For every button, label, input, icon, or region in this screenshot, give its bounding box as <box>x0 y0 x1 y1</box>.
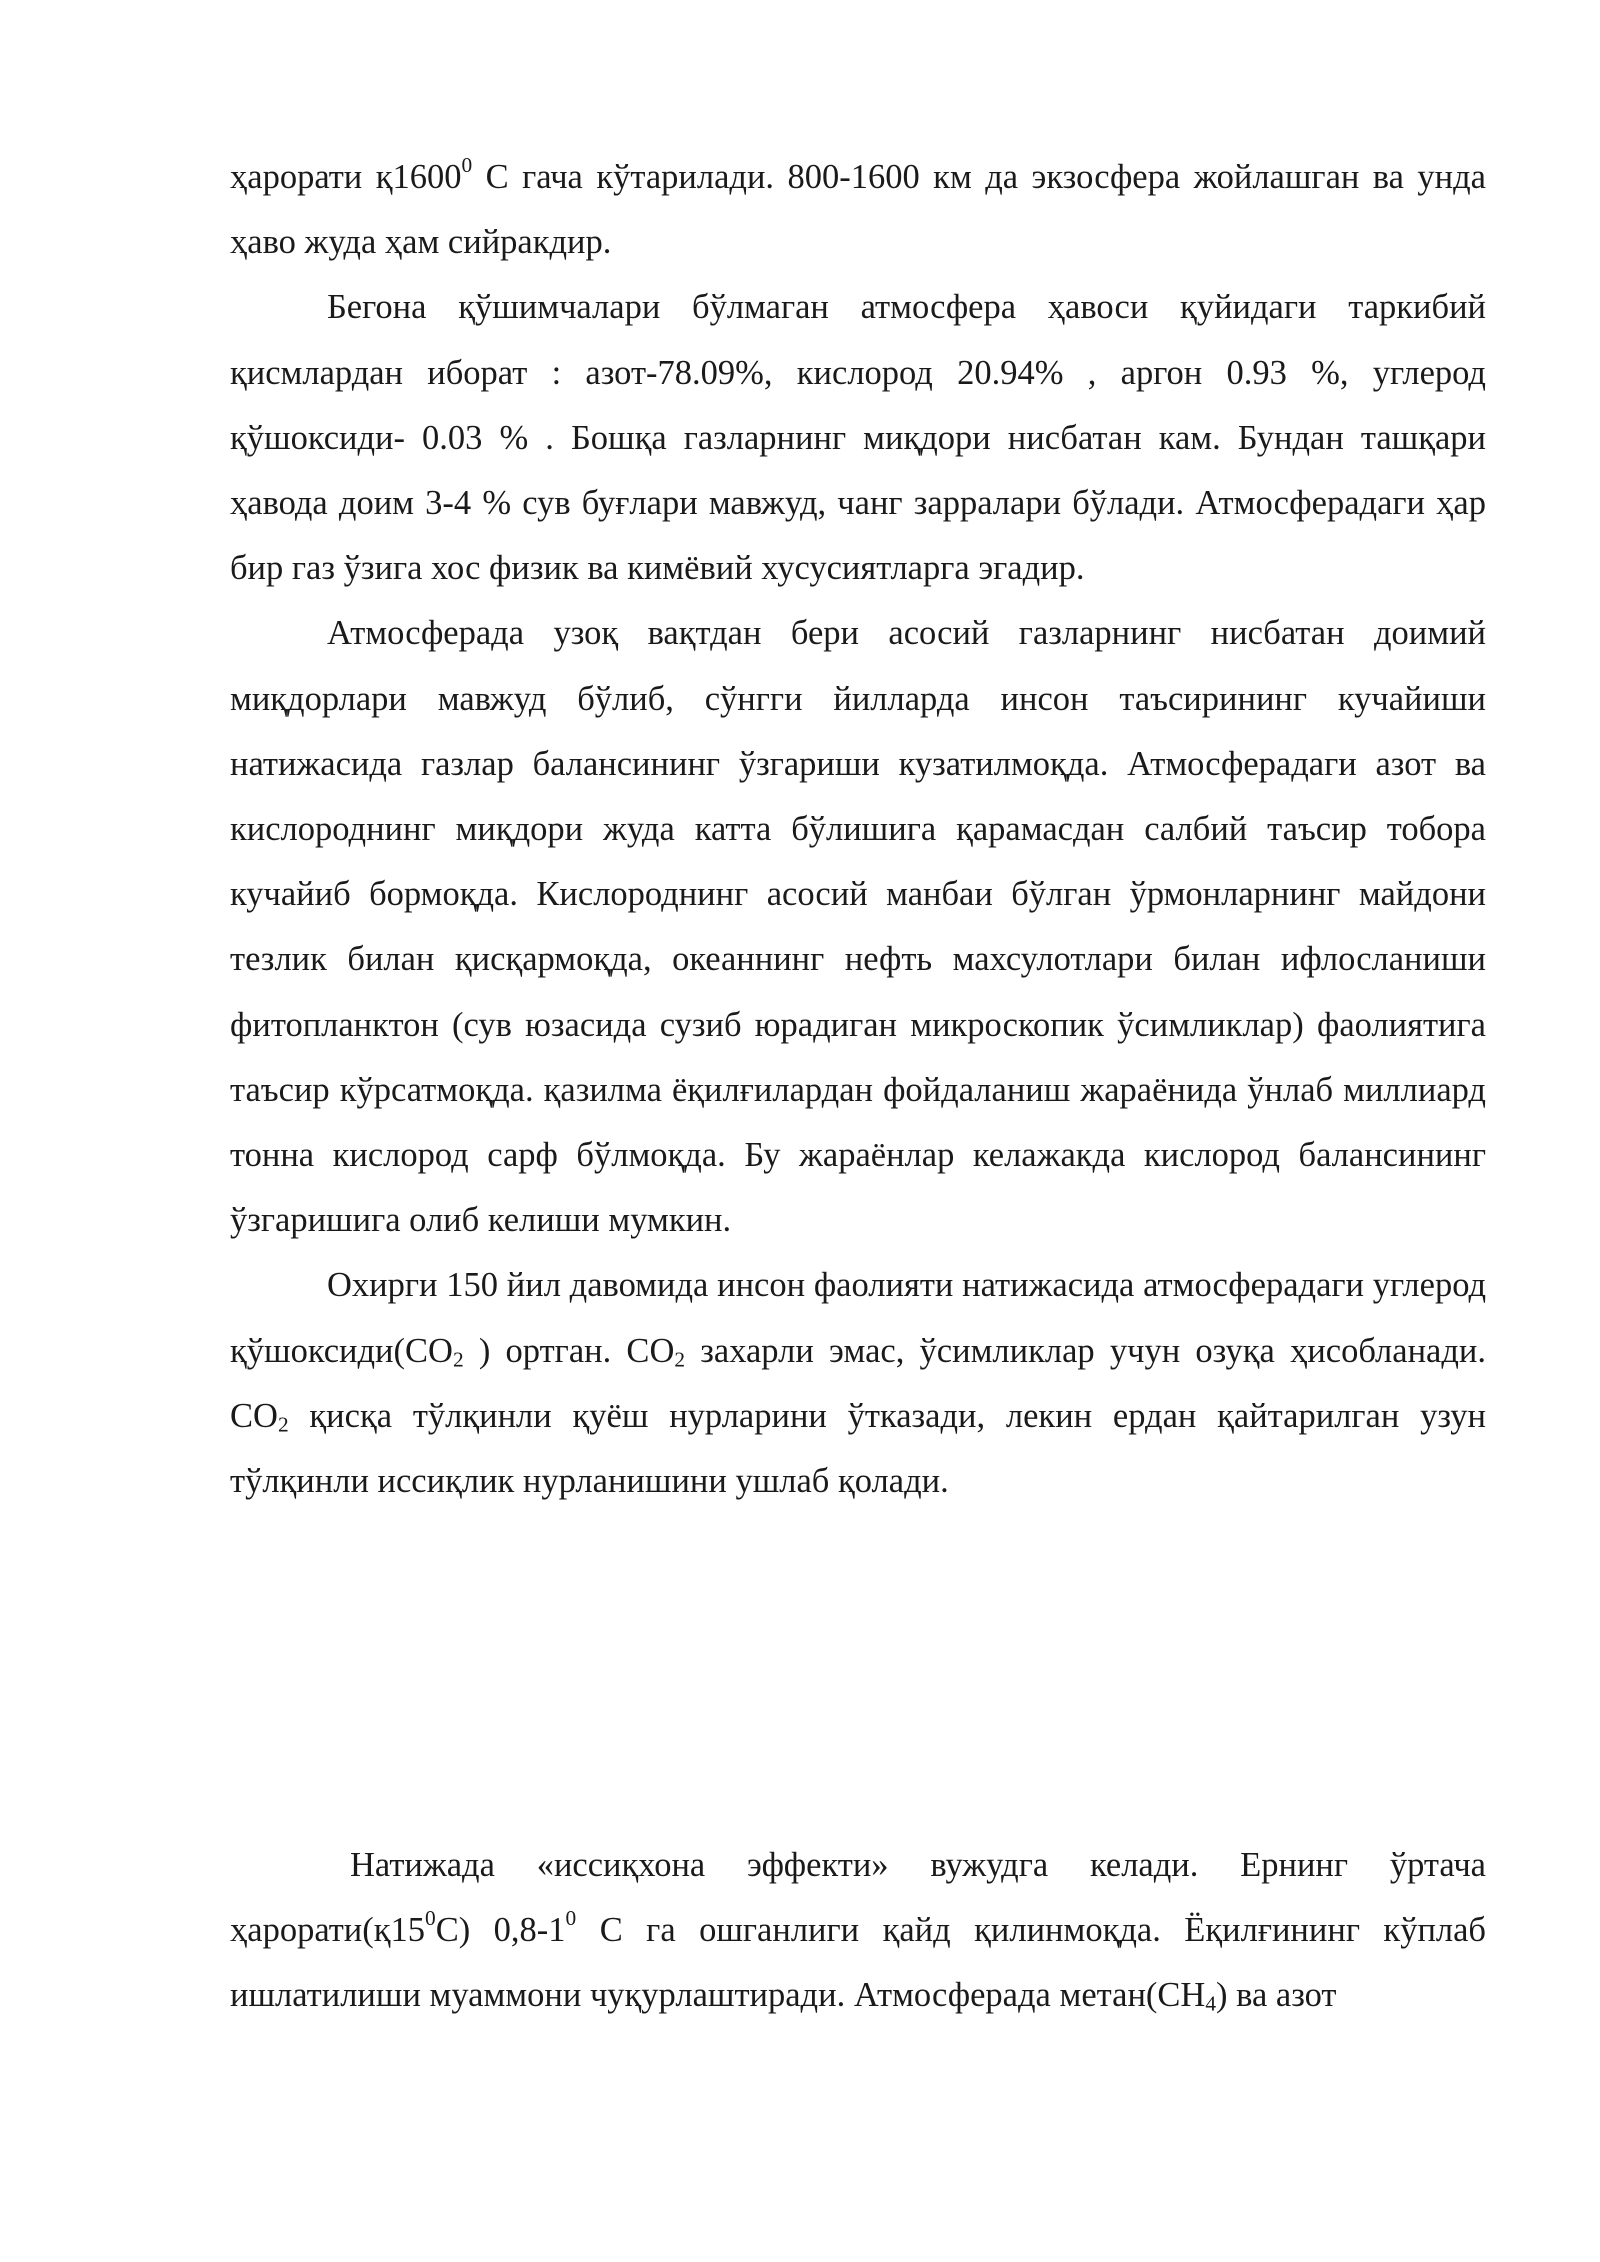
paragraph-text: ҳарорати қ1600 <box>230 158 462 196</box>
paragraph-greenhouse <box>230 1833 1486 2029</box>
paragraph-text: Натижада «иссиқхона эффекти» вужудга келади. Ернинг ўртача ҳарорати(қ15 <box>230 1846 1486 1950</box>
paragraph-text: ) ортган. СО <box>463 1331 675 1370</box>
paragraph-gas-balance: Атмосферада узоқ вақтдан бери асосий газларнинг нисбатан доимий миқдорлари мавжуд бўлиб, сўнгги йилларда инсон таъсирининг кучайиши натижасида газлар балансининг ўзгариши кузатилмоқда. Атмосферадаги азот ва кислороднинг миқдори жуда катта бўлишига қарамасдан салбий таъсир тобора кучайиб бормоқда. Кислороднинг асосий манбаи бўлган ўрмонларнинг майдони тезлик билан қисқармоқда, океаннинг нефть махсулотлари билан ифлосланиши фитопланктон (сув юзасида сузиб юрадиган микроскопик ўсимликлар) фаолиятига таъсир кўрсатмоқда. қазилма ёқилғилардан фойдаланиш жараёнида ўнлаб миллиард тонна кислород сарф бўлмоқда. Бу жараёнлар келажакда кислород балансининг ўзгаришига олиб келиши мумкин. <box>230 614 1486 1240</box>
text-block-upper <box>230 145 1486 1514</box>
paragraph-text: С) 0,8-1 <box>435 1911 566 1950</box>
subscript: 2 <box>452 1346 464 1371</box>
subscript: 4 <box>1205 1991 1217 2016</box>
superscript: 0 <box>565 1906 577 1931</box>
text-block-lower <box>230 1833 1486 2029</box>
superscript: 0 <box>425 1906 436 1931</box>
paragraph-text: қисқа тўлқинли қуёш нурларини ўтказади, лекин ердан қайтарилган узун тўлқинли иссиқлик нурланишини ушлаб қолади. <box>230 1396 1486 1501</box>
paragraph-text: ) ва азот <box>1216 1976 1337 2015</box>
paragraph-exosphere <box>230 145 1486 275</box>
paragraph-co2 <box>230 1253 1486 1514</box>
paragraph-text: захарли эмас, ўсимликлар учун озуқа ҳисобланади. СО <box>230 1331 1486 1435</box>
superscript: 0 <box>461 152 473 177</box>
paragraph-text: С гача кўтарилади. 800-1600 км да экзосфера жойлашган ва унда ҳаво жуда ҳам сийракдир. <box>230 158 1486 262</box>
subscript: 2 <box>674 1346 686 1371</box>
subscript: 2 <box>277 1412 289 1437</box>
paragraph-composition: Бегона қўшимчалари бўлмаган атмосфера ҳавоси қуйидаги таркибий қисмлардан иборат : азот-78.09%, кислород 20.94% , аргон 0.93 %, углерод қўшоксиди- 0.03 % . Бошқа газларнинг миқдори нисбатан кам. Бундан ташқари ҳавода доим 3-4 % сув буғлари мавжуд, чанг зарралари бўлади. Атмосферадаги ҳар бир газ ўзига хос физик ва кимёвий хусусиятларга эгадир. <box>230 288 1486 588</box>
paragraph-text: С га ошганлиги қайд қилинмоқда. Ёқилғининг кўплаб ишлатилиши муаммони чуқурлаштиради. Атмосферада метан(СН <box>230 1911 1486 2015</box>
paragraph-text: Охирги 150 йил давомида инсон фаолияти натижасида атмосферадаги углерод қўшоксиди(СО <box>230 1266 1486 1370</box>
